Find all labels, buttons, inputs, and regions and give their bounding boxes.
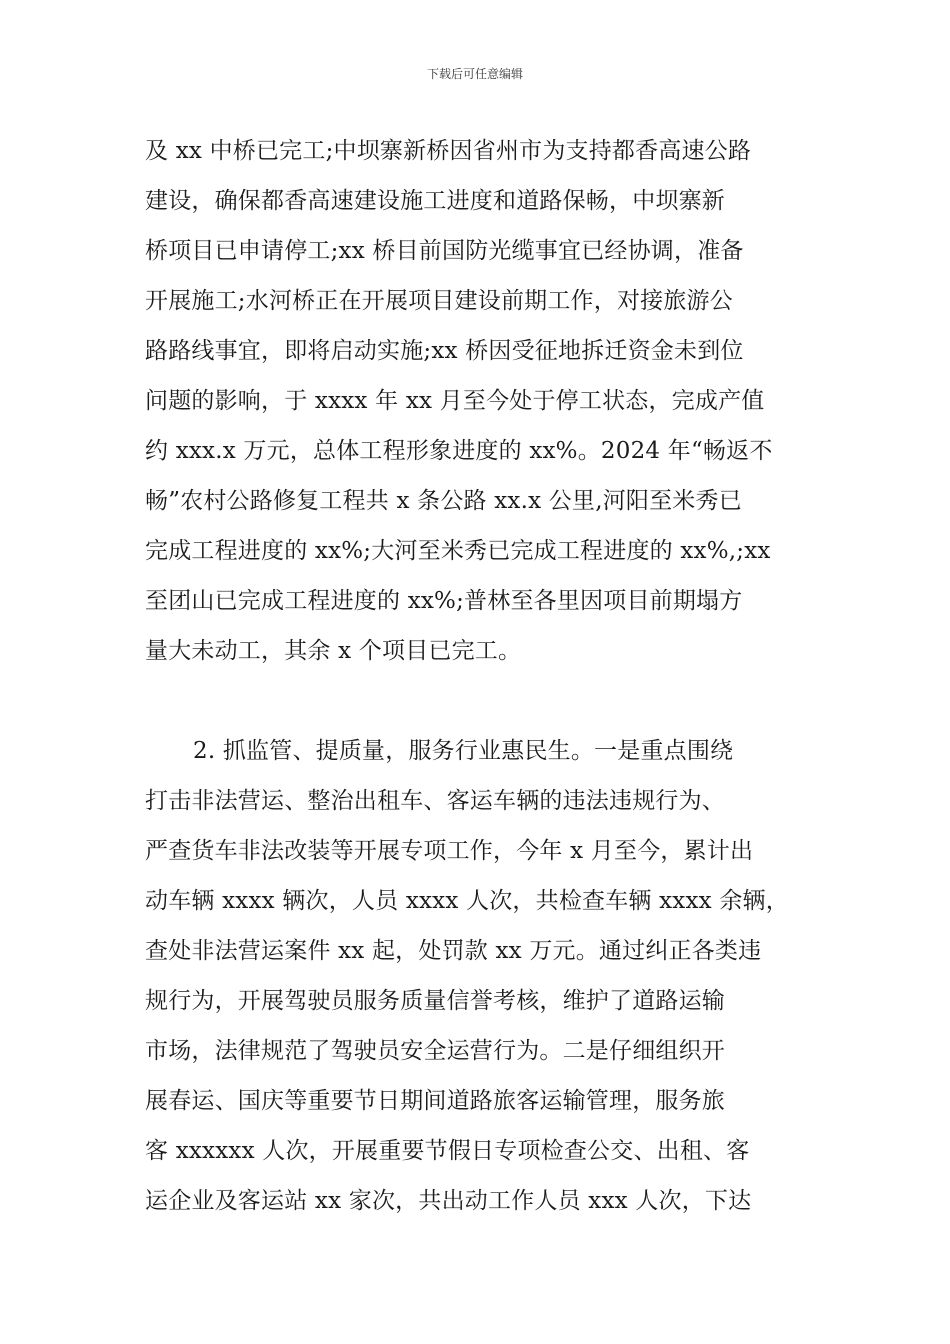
text-line: 严查货车非法改装等开展专项工作，今年 x 月至今，累计出 <box>145 838 754 864</box>
text-line: 动车辆 xxxx 辆次，人员 xxxx 人次，共检查车辆 xxxx 余辆， <box>145 888 789 914</box>
text-line: 展春运、国庆等重要节日期间道路旅客运输管理，服务旅 <box>145 1088 725 1114</box>
paragraph-gap <box>145 676 805 726</box>
text-line: 桥项目已申请停工;xx 桥目前国防光缆事宜已经协调，准备 <box>145 238 744 264</box>
text-line: 2. 抓监管、提质量，服务行业惠民生。一是重点围绕 <box>193 738 734 764</box>
page-header: 下载后可任意编辑 <box>426 67 523 81</box>
text-line: 客 xxxxxx 人次，开展重要节假日专项检查公交、出租、客 <box>145 1138 750 1164</box>
paragraph-1 <box>145 126 805 676</box>
document-body <box>145 126 805 1226</box>
paragraph-2 <box>145 726 805 1226</box>
text-line: 约 xxx.x 万元，总体工程形象进度的 xx%。2024 年“畅返不 <box>145 438 773 464</box>
text-line: 问题的影响，于 xxxx 年 xx 月至今处于停工状态，完成产值 <box>145 388 765 414</box>
text-line: 至团山已完成工程进度的 xx%;普林至各里因项目前期塌方 <box>145 588 743 614</box>
text-line: 开展施工;水河桥正在开展项目建设前期工作，对接旅游公 <box>145 288 733 314</box>
text-line: 市场，法律规范了驾驶员安全运营行为。二是仔细组织开 <box>145 1038 725 1064</box>
text-line: 及 xx 中桥已完工;中坝寨新桥因省州市为支持都香高速公路 <box>145 138 752 164</box>
text-line: 打击非法营运、整治出租车、客运车辆的违法违规行为、 <box>145 788 725 814</box>
text-line: 规行为，开展驾驶员服务质量信誉考核，维护了道路运输 <box>145 988 725 1014</box>
text-line: 量大未动工，其余 x 个项目已完工。 <box>145 638 522 664</box>
text-line: 完成工程进度的 xx%;大河至米秀已完成工程进度的 xx%,;xx <box>145 538 771 564</box>
text-line: 畅”农村公路修复工程共 x 条公路 xx.x 公里,河阳至米秀已 <box>145 488 742 514</box>
text-line: 建设，确保都香高速建设施工进度和道路保畅，中坝寨新 <box>145 188 725 214</box>
text-line: 路路线事宜，即将启动实施;xx 桥因受征地拆迁资金未到位 <box>145 338 744 364</box>
text-line: 查处非法营运案件 xx 起，处罚款 xx 万元。通过纠正各类违 <box>145 938 762 964</box>
text-line: 运企业及客运站 xx 家次，共出动工作人员 xxx 人次，下达 <box>145 1188 752 1214</box>
